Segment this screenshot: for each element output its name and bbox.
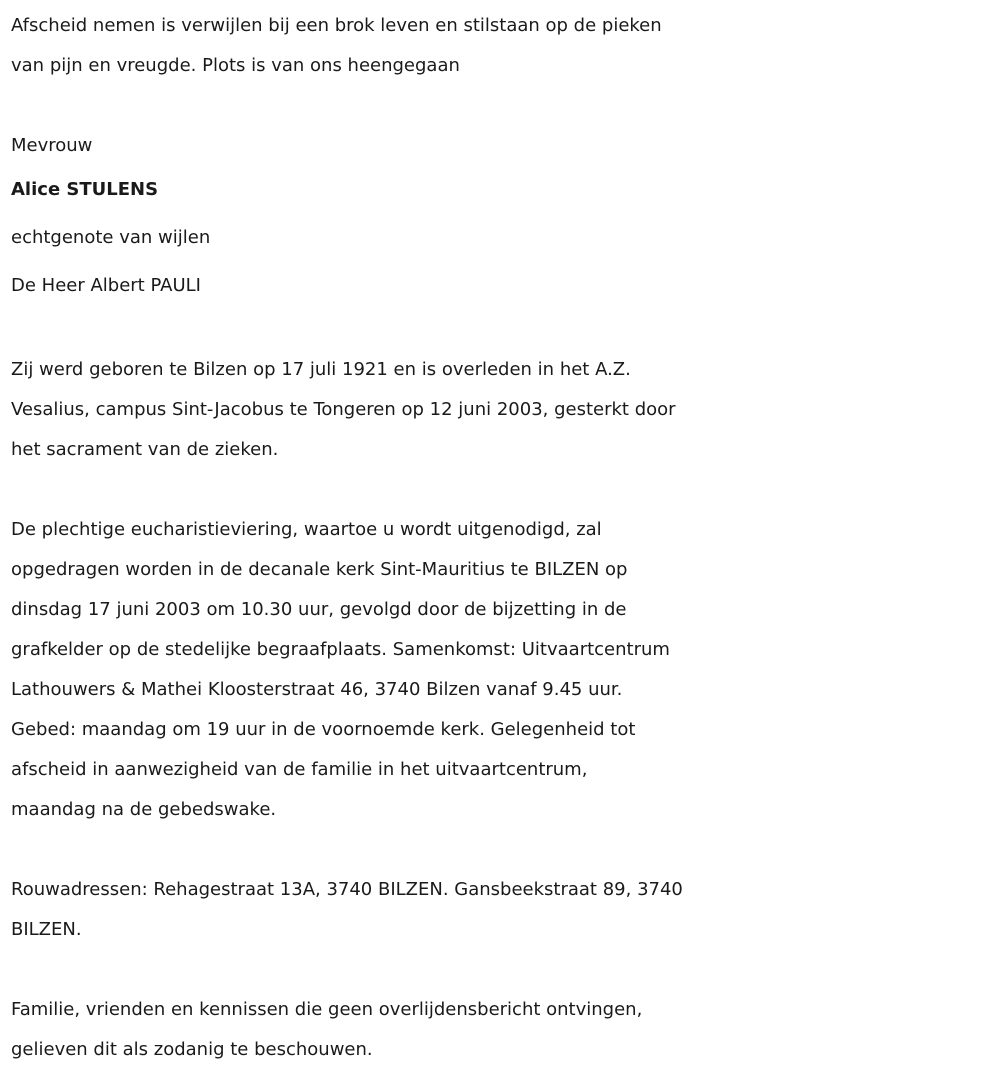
birth-death-paragraph xyxy=(11,350,990,470)
closing-line: Familie, vrienden en kennissen die geen overlijdensbericht ontvingen, xyxy=(11,999,643,1020)
intro-line: Afscheid nemen is verwijlen bij een brok leven en stilstaan op de pieken xyxy=(11,15,662,36)
birth-death-line: het sacrament van de zieken. xyxy=(11,439,279,460)
deceased-relation: echtgenote van wijlen xyxy=(11,227,211,248)
closing-paragraph xyxy=(11,990,990,1070)
ceremony-paragraph xyxy=(11,510,990,830)
addresses-paragraph xyxy=(11,870,990,950)
ceremony-line: dinsdag 17 juni 2003 om 10.30 uur, gevolgd door de bijzetting in de xyxy=(11,599,627,620)
deceased-block xyxy=(11,126,990,310)
ceremony-line: afscheid in aanwezigheid van de familie in het uitvaartcentrum, xyxy=(11,759,588,780)
ceremony-line: Gebed: maandag om 19 uur in de voornoemde kerk. Gelegenheid tot xyxy=(11,719,636,740)
paragraph-spacer xyxy=(11,470,990,510)
paragraph-spacer xyxy=(11,830,990,870)
deceased-spouse: De Heer Albert PAULI xyxy=(11,275,201,296)
addresses-line: Rouwadressen: Rehagestraat 13A, 3740 BILZEN. Gansbeekstraat 89, 3740 xyxy=(11,879,683,900)
ceremony-line: grafkelder op de stedelijke begraafplaats. Samenkomst: Uitvaartcentrum xyxy=(11,639,670,660)
addresses-line: BILZEN. xyxy=(11,919,82,940)
ceremony-line: maandag na de gebedswake. xyxy=(11,799,277,820)
closing-line: gelieven dit als zodanig te beschouwen. xyxy=(11,1039,373,1060)
birth-death-line: Vesalius, campus Sint-Jacobus te Tongeren op 12 juni 2003, gesterkt door xyxy=(11,399,676,420)
paragraph-spacer xyxy=(11,310,990,350)
birth-death-line: Zij werd geboren te Bilzen op 17 juli 1921 en is overleden in het A.Z. xyxy=(11,359,631,380)
deceased-name: Alice STULENS xyxy=(11,179,159,200)
intro-paragraph xyxy=(11,6,990,86)
ceremony-line: Lathouwers & Mathei Kloosterstraat 46, 3740 Bilzen vanaf 9.45 uur. xyxy=(11,679,623,700)
paragraph-spacer xyxy=(11,950,990,990)
ceremony-line: De plechtige eucharistieviering, waartoe u wordt uitgenodigd, zal xyxy=(11,519,602,540)
deceased-title: Mevrouw xyxy=(11,135,93,156)
ceremony-line: opgedragen worden in de decanale kerk Sint-Mauritius te BILZEN op xyxy=(11,559,628,580)
intro-line: van pijn en vreugde. Plots is van ons heengegaan xyxy=(11,55,460,76)
paragraph-spacer xyxy=(11,86,990,126)
